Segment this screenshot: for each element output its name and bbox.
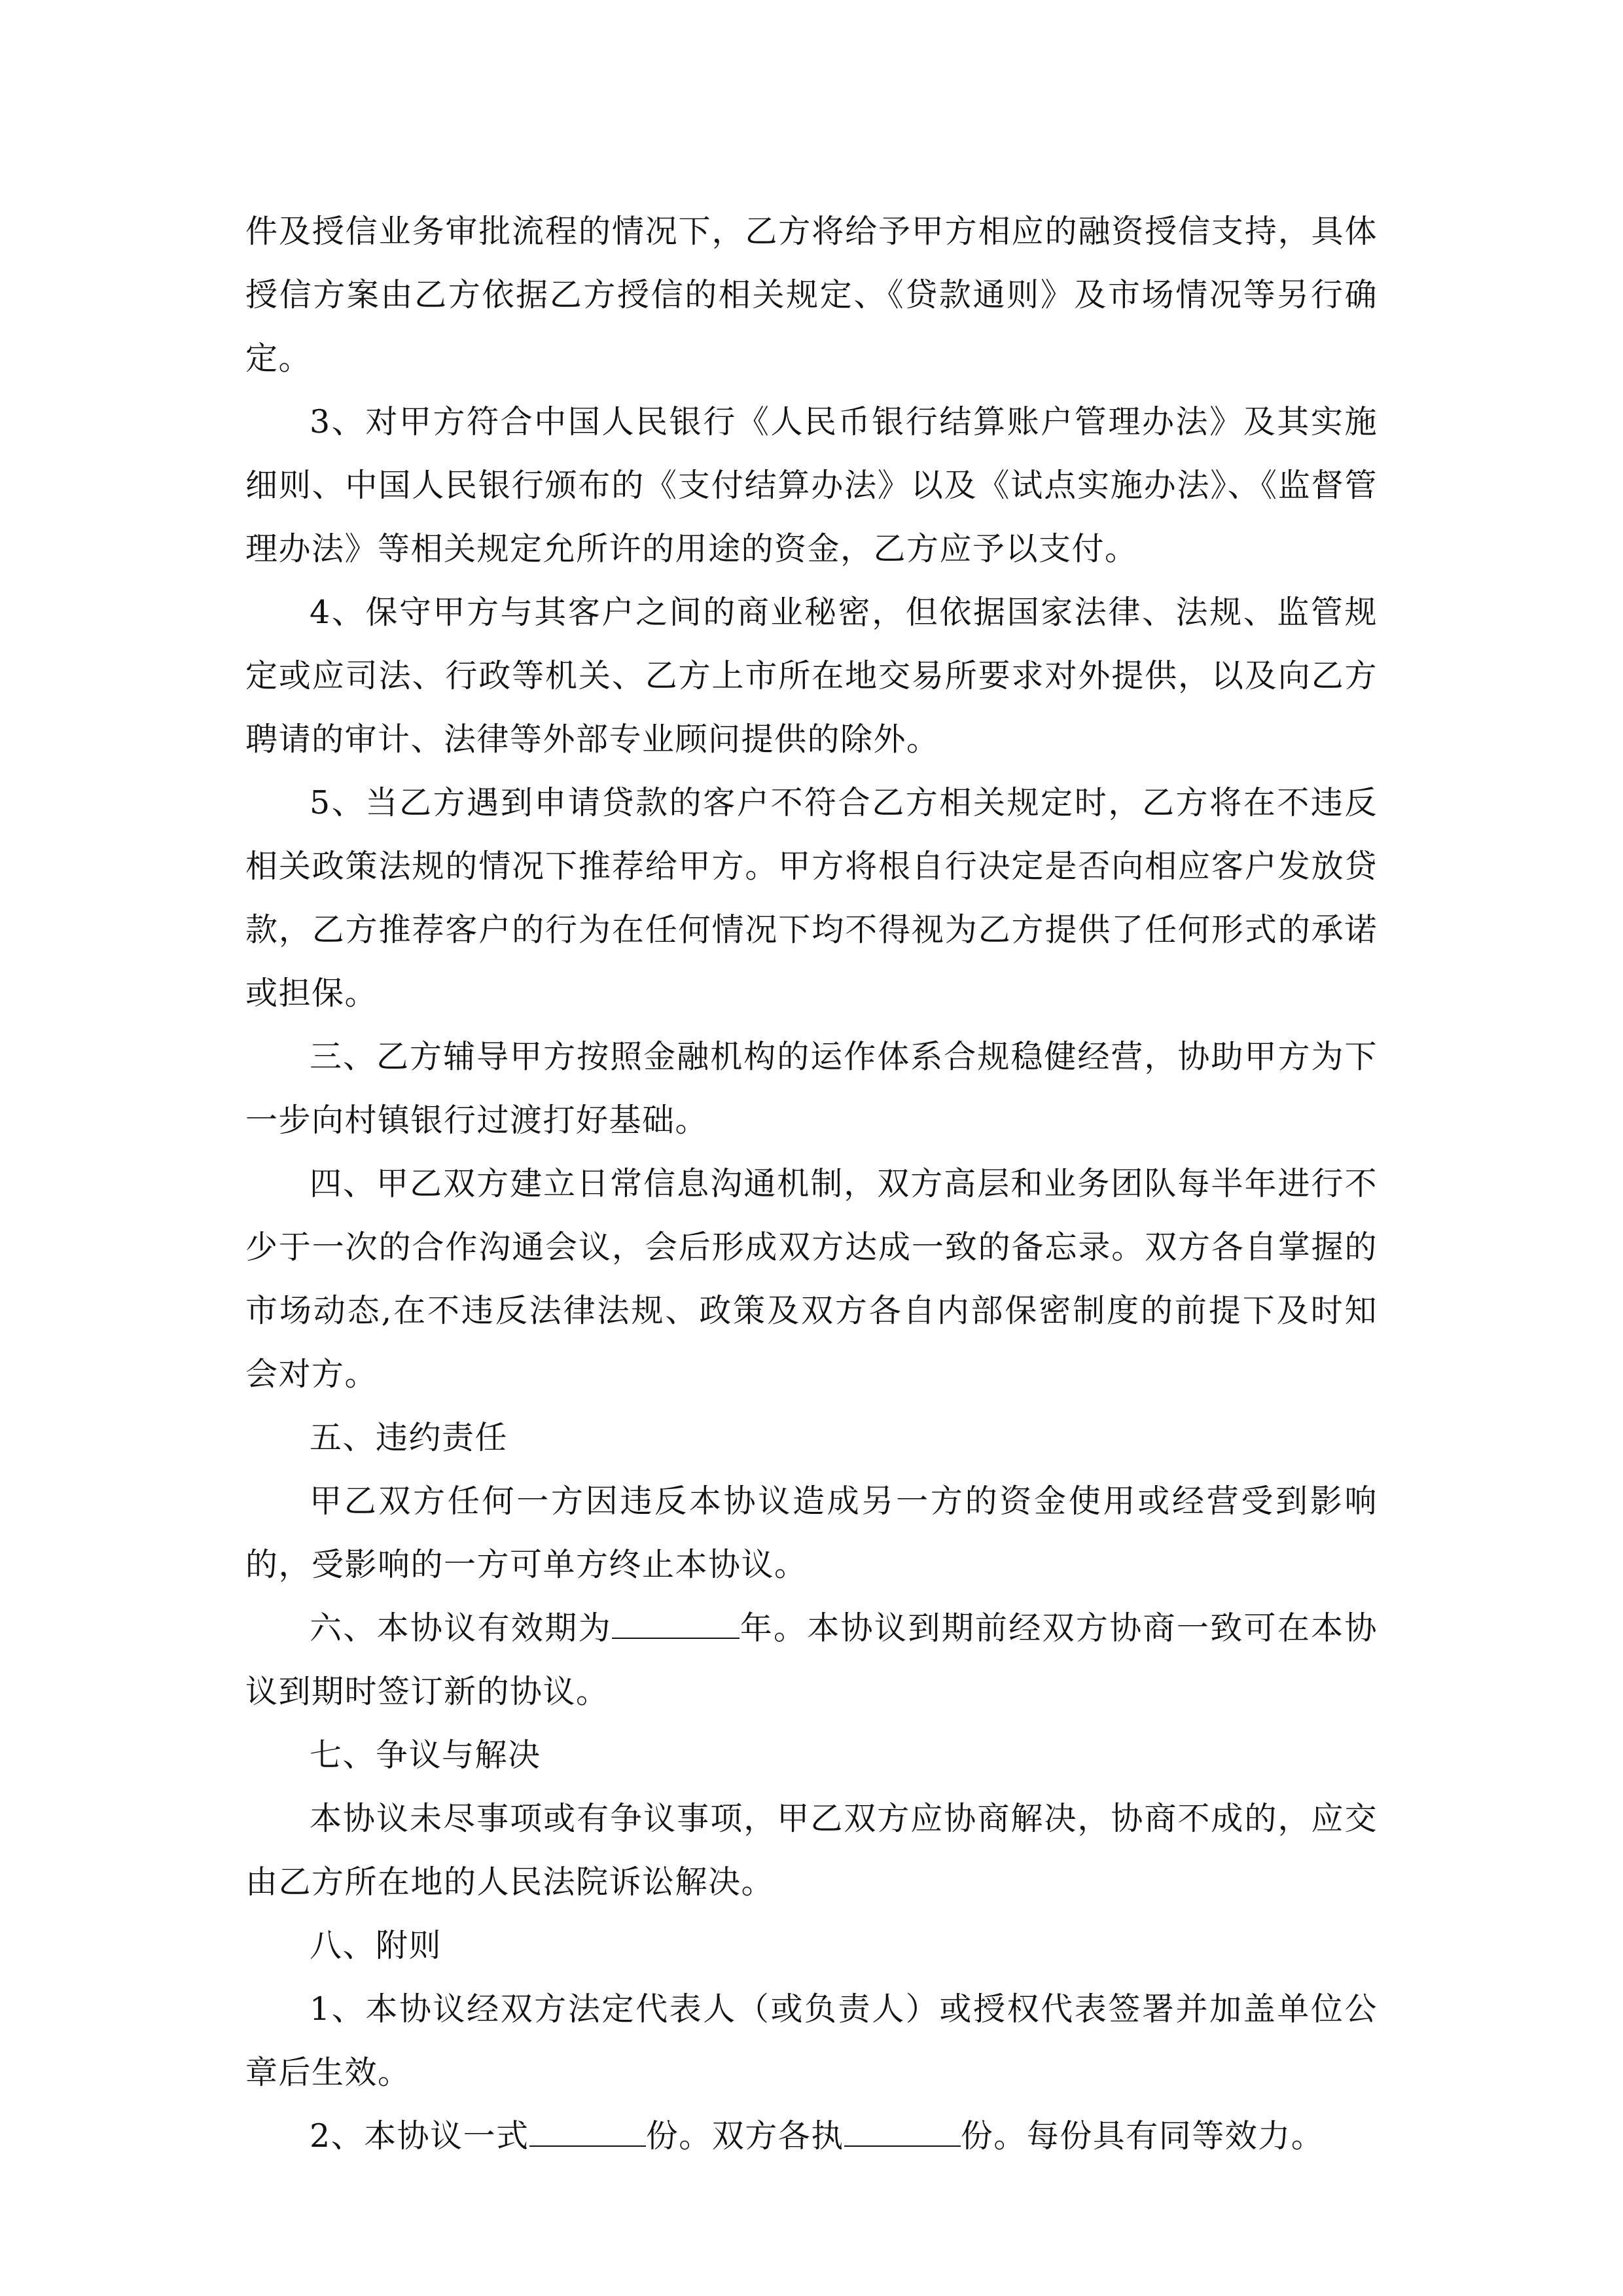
paragraph-section-6-term (245, 1596, 1378, 1723)
paragraph-effective: 1、本协议经双方法定代表人（或负责人）或授权代表签署并加盖单位公章后生效。 (245, 1990, 1378, 2091)
paragraph-breach: 甲乙双方任何一方因违反本协议造成另一方的资金使用或经营受到影响的，受影响的一方可单方终止本协议。 (245, 1482, 1378, 1583)
term-text-after: 年。本协议到期前经双方协商一致可在本协议到期时签订新的协议。 (245, 1609, 1378, 1710)
document-body (245, 200, 1378, 2168)
paragraph-credit-support: 件及授信业务审批流程的情况下，乙方将给予甲方相应的融资授信支持，具体授信方案由乙方依据乙方授信的相关规定、《贷款通则》及市场情况等另行确定。 (245, 213, 1378, 377)
paragraph-section-4: 四、甲乙双方建立日常信息沟通机制，双方高层和业务团队每半年进行不少于一次的合作沟通会议，会后形成双方达成一致的备忘录。双方各自掌握的市场动态,在不违反法律法规、政策及双方各自内部保密制度的前提下及时知会对方。 (245, 1165, 1378, 1393)
copies-total-blank[interactable] (529, 2115, 646, 2147)
paragraph-section-3: 三、乙方辅导甲方按照金融机构的运作体系合规稳健经营，协助甲方为下一步向村镇银行过渡打好基础。 (245, 1038, 1378, 1139)
heading-section-5: 五、违约责任 (310, 1419, 508, 1456)
copies-text-2: 份。双方各执 (645, 2117, 844, 2155)
paragraph-clause-3: 3、对甲方符合中国人民银行《人民币银行结算账户管理办法》及其实施细则、中国人民银行颁布的《支付结算办法》以及《试点实施办法》、《监督管理办法》等相关规定允所许的用途的资金，乙方应予以支付。 (245, 403, 1378, 567)
heading-section-7: 七、争议与解决 (310, 1736, 541, 1774)
term-years-blank[interactable] (612, 1607, 740, 1639)
paragraph-copies (245, 2104, 1378, 2168)
term-text-before: 六、本协议有效期为 (310, 1609, 612, 1647)
paragraph-dispute: 本协议未尽事项或有争议事项，甲乙双方应协商解决，协商不成的，应交由乙方所在地的人民法院诉讼解决。 (245, 1800, 1378, 1901)
paragraph-clause-5: 5、当乙方遇到申请贷款的客户不符合乙方相关规定时，乙方将在不违反相关政策法规的情况下推荐给甲方。甲方将根自行决定是否向相应客户发放贷款，乙方推荐客户的行为在任何情况下均不得视为乙方提供了任何形式的承诺或担保。 (245, 784, 1378, 1012)
copies-text-1: 2、本协议一式 (310, 2117, 529, 2155)
paragraph-clause-4: 4、保守甲方与其客户之间的商业秘密，但依据国家法律、法规、监管规定或应司法、行政等机关、乙方上市所在地交易所要求对外提供，以及向乙方聘请的审计、法律等外部专业顾问提供的除外。 (245, 594, 1378, 758)
heading-section-8: 八、附则 (310, 1927, 442, 1964)
copies-each-blank[interactable] (844, 2115, 961, 2147)
copies-text-3: 份。每份具有同等效力。 (960, 2117, 1325, 2155)
